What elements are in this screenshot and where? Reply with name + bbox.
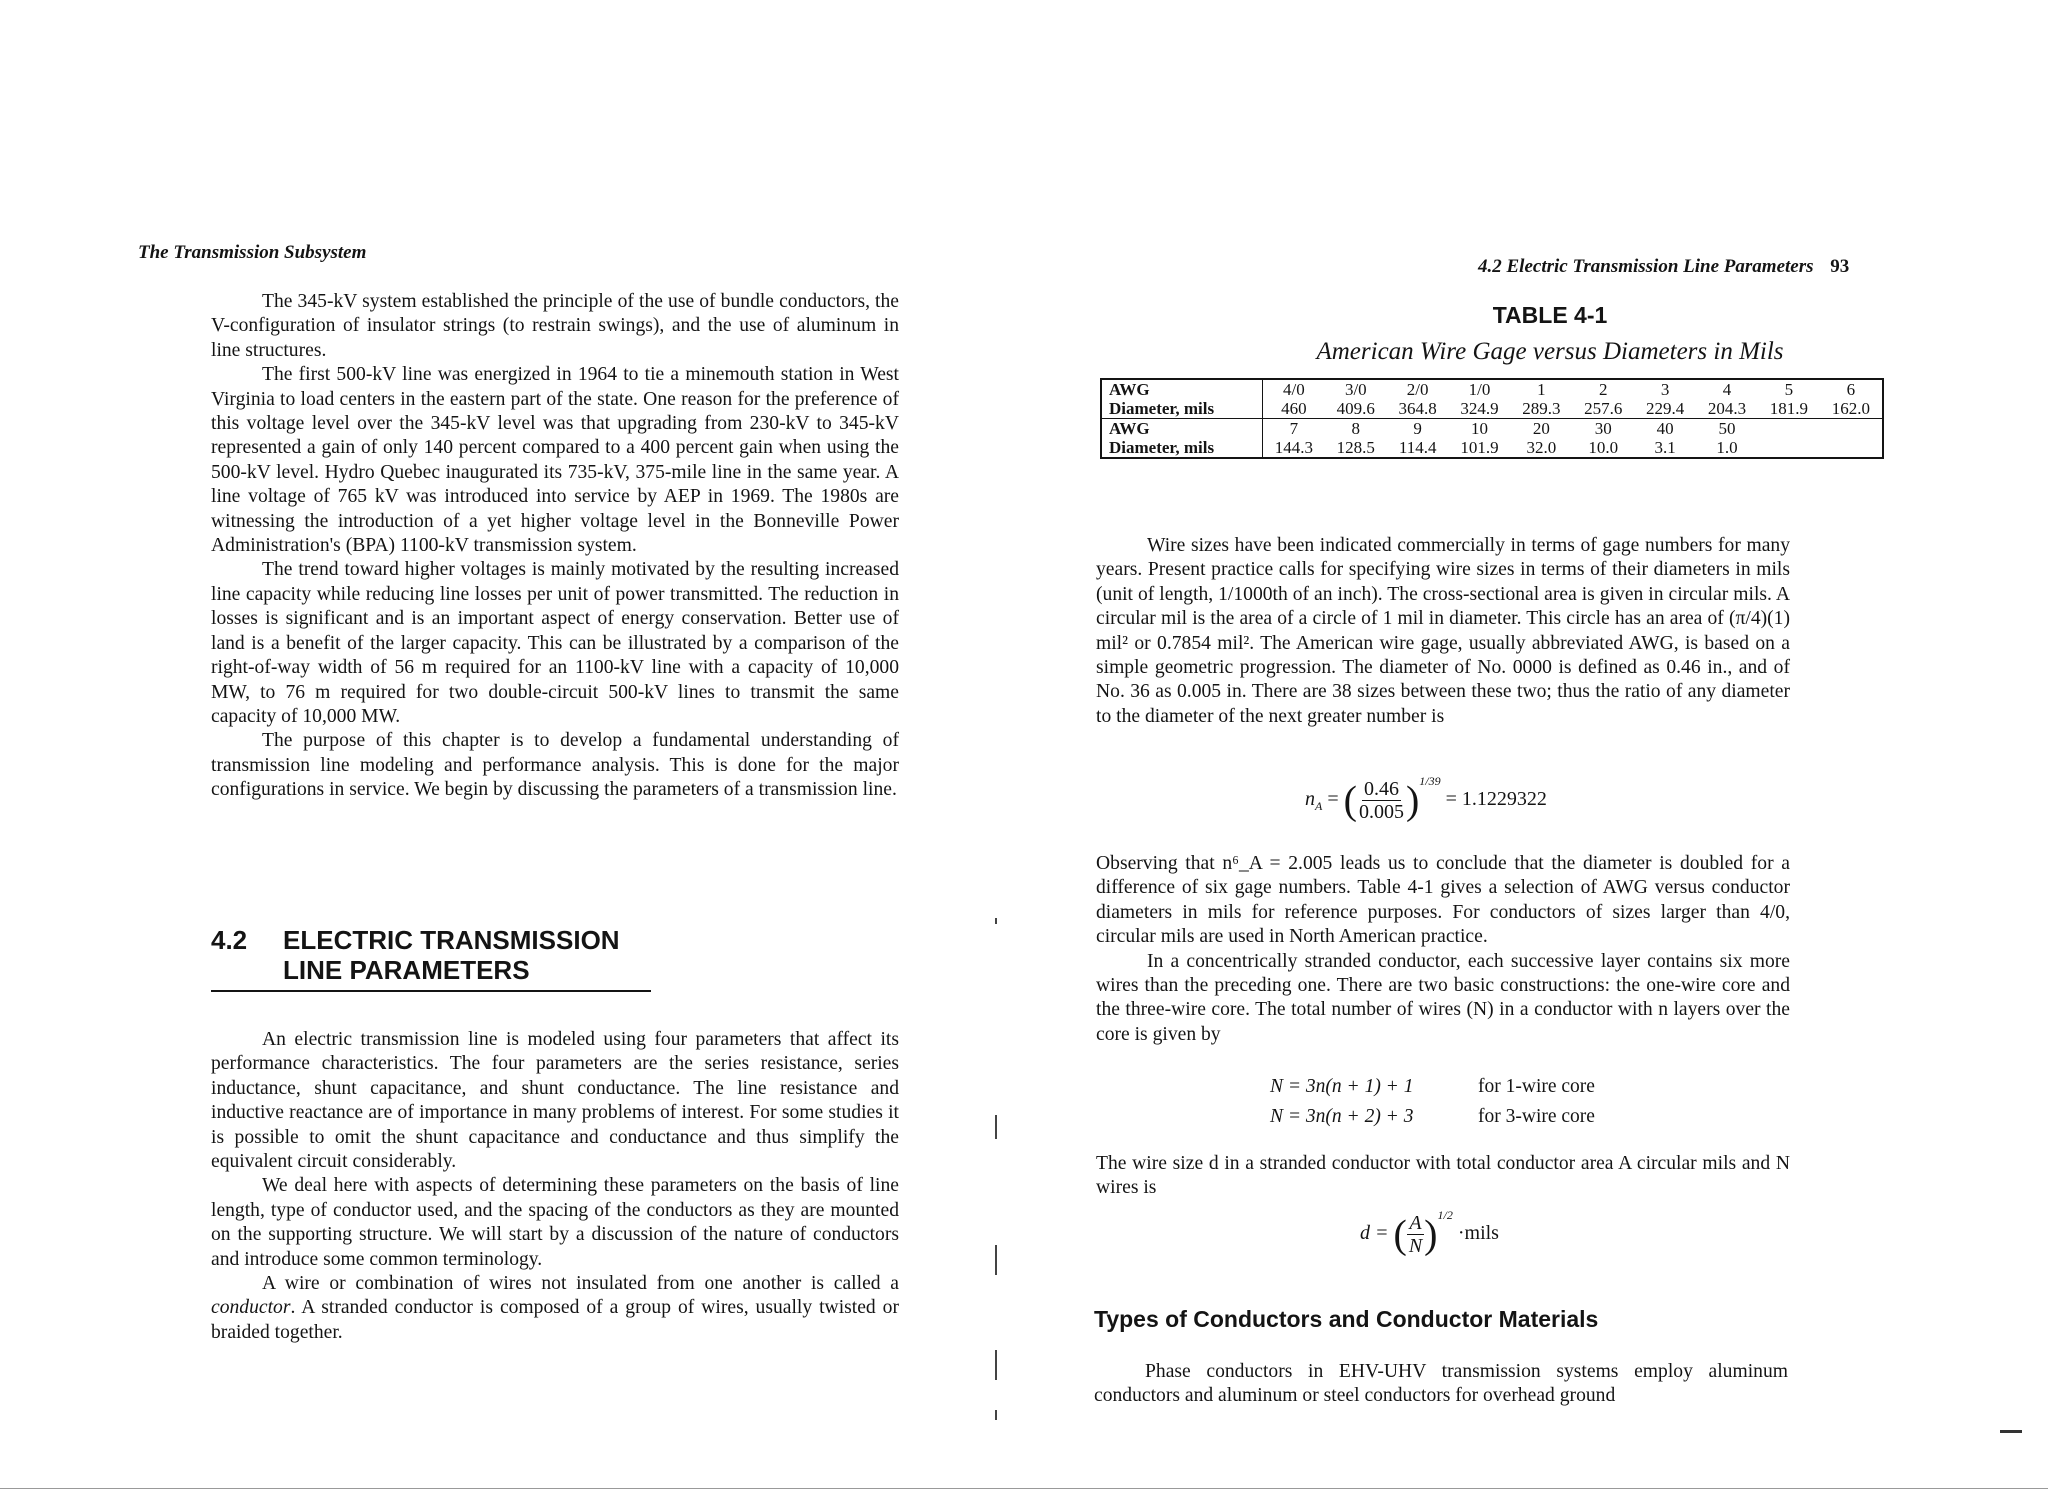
equation-wire-count: N = 3n(n + 1) + 1 for 1-wire core N = 3n(n + 2) + 3 for 3-wire core [1270, 1076, 1595, 1127]
table-cell: 4 [1722, 380, 1732, 399]
table-cell [1820, 419, 1883, 439]
table-cell: 10.0 [1588, 438, 1619, 457]
row-label: Diameter, mils [1101, 399, 1262, 419]
paragraph: A wire or combination of wires not insulated from one another is called a conductor. A stranded conductor is composed of a group of wires, usually twisted or braided together. [211, 1273, 899, 1343]
table-cell: 1.0 [1716, 438, 1738, 457]
table-cell: 1 [1537, 380, 1546, 399]
paragraph: We deal here with aspects of determining these parameters on the basis of line length, type of conductor used, and the spacing of the conductors as they are mounted on the supporting structure. We will start by a discussion of the nature of conductors and introduce some common terminology. [211, 1175, 899, 1270]
right-text-3 [1096, 1152, 1790, 1201]
table-cell: 50 [1696, 419, 1758, 439]
table-cell: 181.9 [1769, 399, 1808, 418]
table-cell: 5 [1784, 380, 1794, 399]
scan-mark [2000, 1430, 2022, 1433]
gutter-mark [995, 918, 997, 924]
table-cell: 257.6 [1584, 399, 1623, 418]
table-cell: 32.0 [1526, 438, 1557, 457]
row-label: Diameter, mils [1101, 438, 1262, 458]
table-cell: 1/0 [1468, 380, 1491, 399]
paragraph: Phase conductors in EHV-UHV transmission systems employ aluminum conductors and aluminum or steel conductors for overhead ground [1094, 1361, 1788, 1407]
subsection-heading: Types of Conductors and Conductor Materials [1094, 1306, 1599, 1332]
fraction: $\frac{A}{N}$ [1408, 1212, 1423, 1257]
table-cell: 460 [1281, 399, 1307, 418]
paragraph: The trend toward higher voltages is mainly motivated by the resulting increased line capacity while reducing line losses per unit of power transmitted. The reduction in losses is significant and is an important aspect of energy conservation. Better use of land is a benefit of the larger capacity. This can be illustrated by a comparison of the right-of-way width of 56 m required for an 1100-kV line with a capacity of 10,000 MW, to 76 m required for two double-circuit 500-kV lines to transmit the same capacity of 10,000 MW. [211, 559, 899, 727]
table-cell: 409.6 [1336, 399, 1375, 418]
table-row [1101, 419, 1883, 439]
table-cell: 3.1 [1654, 438, 1676, 457]
table-cell: 289.3 [1522, 399, 1561, 418]
page-number: 93 [1830, 256, 1850, 277]
right-page-header [1478, 256, 1849, 278]
table-cell: 229.4 [1645, 399, 1685, 418]
table-caption: American Wire Gage versus Diameters in Mils [1316, 338, 1784, 365]
left-intro-text [211, 290, 899, 803]
section-rule [211, 990, 651, 992]
equation-wire-size: d = ( $\frac{A}{N}$ )$^{1/2}$ ·mils [1360, 1208, 1499, 1257]
table-cell: 3 [1660, 380, 1670, 399]
row-label: AWG [1101, 419, 1262, 439]
gutter-mark [995, 1115, 997, 1139]
table-cell: 6 [1846, 380, 1856, 399]
table-row [1101, 438, 1883, 458]
section-title-line1: ELECTRIC TRANSMISSION [283, 925, 620, 955]
table-cell [1758, 438, 1820, 458]
table-cell: 20 [1510, 419, 1572, 439]
row-label: AWG [1101, 379, 1262, 399]
paragraph: The 345-kV system established the principle of the use of bundle conductors, the V-configuration of insulator strings (to restrain swings), and the use of aluminum in line structures. [211, 291, 899, 361]
table-label: TABLE 4-1 [1492, 302, 1608, 328]
table-cell: 114.4 [1398, 438, 1437, 457]
paragraph: In a concentrically stranded conductor, each successive layer contains six more wires than the preceding one. There are two basic constructions: the one-wire core and the three-wire core. The total number of wires (N) in a conductor with n layers over the core is given by [1096, 950, 1790, 1045]
table-cell: 40 [1634, 419, 1696, 439]
table-cell: 2/0 [1406, 380, 1429, 399]
table-cell: 8 [1325, 419, 1387, 439]
table-cell: 128.5 [1336, 438, 1375, 457]
awg-table [1100, 378, 1884, 459]
gutter-mark [995, 1245, 997, 1275]
section-heading [211, 925, 620, 985]
paragraph: The wire size d in a stranded conductor with total conductor area A circular mils and N wires is [1096, 1153, 1790, 1199]
left-page-header: The Transmission Subsystem [138, 242, 367, 263]
table-cell: 204.3 [1707, 399, 1747, 418]
table-row [1101, 399, 1883, 419]
section-title-line2: LINE PARAMETERS [283, 955, 530, 985]
paragraph: Observing that n⁶_A = 2.005 leads us to conclude that the diameter is doubled for a difference of six gage numbers. Table 4-1 gives a selection of AWG versus conductor diameters in mils for reference purposes. For conductors of sizes larger than 4/0, circular mils are used in North American practice. [1096, 853, 1790, 948]
left-section-text [211, 1028, 899, 1345]
table-cell: 30 [1572, 419, 1634, 439]
gutter-mark [995, 1350, 997, 1380]
table-cell: 9 [1387, 419, 1449, 439]
fraction: $\frac{0.46}{0.005}$ [1358, 778, 1404, 823]
right-text-4 [1094, 1360, 1788, 1409]
right-text-2 [1096, 852, 1790, 1047]
scan-edge [0, 1488, 2048, 1489]
equation-ratio: $n_A$ = ( $\frac{0.46}{0.005}$ )$^{1/39}$ = 1.1229322 [1305, 774, 1547, 823]
table-cell [1820, 438, 1883, 458]
paragraph: The purpose of this chapter is to develop a fundamental understanding of transmission line modeling and performance analysis. This is done for the major configurations in service. We begin by discussing the parameters of a transmission line. [211, 730, 899, 801]
table-cell: 101.9 [1460, 438, 1499, 457]
right-text-1 [1096, 534, 1790, 729]
table-cell: 162.0 [1831, 399, 1870, 418]
table-cell: 10 [1449, 419, 1511, 439]
table-cell: 7 [1262, 419, 1325, 439]
table-cell: 324.9 [1460, 399, 1499, 418]
term-conductor: conductor [211, 1297, 291, 1319]
paragraph: The first 500-kV line was energized in 1964 to tie a minemouth station in West Virginia to load centers in the eastern part of the state. One reason for the preference of this voltage level over the 345-kV level was that upgrading from 230-kV to 345-kV represented a gain of only 140 percent compared to a 400 percent gain when using the 500-kV level. Hydro Quebec inaugurated its 735-kV, 375-mile line in the same year. A line voltage of 765 kV was introduced into service by AEP in 1969. The 1980s are witnessing the introduction of a yet higher voltage level in the Bonneville Power Administration's (BPA) 1100-kV transmission system. [211, 364, 899, 557]
table-cell: 364.8 [1398, 399, 1437, 418]
paragraph: An electric transmission line is modeled using four parameters that affect its performance characteristics. The four parameters are the series resistance, series inductance, shunt capacitance, and shunt conductance. The line resistance and inductive reactance are of importance in many problems of interest. For some studies it is possible to omit the shunt capacitance and conductance and thus simplify the equivalent circuit considerably. [211, 1029, 899, 1173]
table-cell: 2 [1598, 380, 1608, 399]
table-cell [1758, 419, 1820, 439]
gutter-mark [995, 1410, 997, 1420]
table-cell: 144.3 [1274, 438, 1313, 457]
section-number: 4.2 [211, 925, 248, 955]
table-cell: 3/0 [1344, 380, 1367, 399]
table-cell: 4/0 [1282, 380, 1305, 399]
paragraph: Wire sizes have been indicated commercially in terms of gage numbers for many years. Present practice calls for specifying wire sizes in terms of their diameters in mils (unit of length, 1/1000th of an inch). The cross-sectional area is given in circular mils. A circular mil is the area of a circle of 1 mil in diameter. This circle has an area of (π/4)(1) mil² or 0.7854 mil². The American wire gage, usually abbreviated AWG, is based on a simple geometric progression. The diameter of No. 0000 is defined as 0.46 in., and of No. 36 as 0.005 in. There are 38 sizes between these two; thus the ratio of any diameter to the diameter of the next greater number is [1096, 535, 1790, 727]
table-row [1101, 379, 1883, 399]
right-header-title: 4.2 Electric Transmission Line Parameters [1478, 256, 1814, 277]
